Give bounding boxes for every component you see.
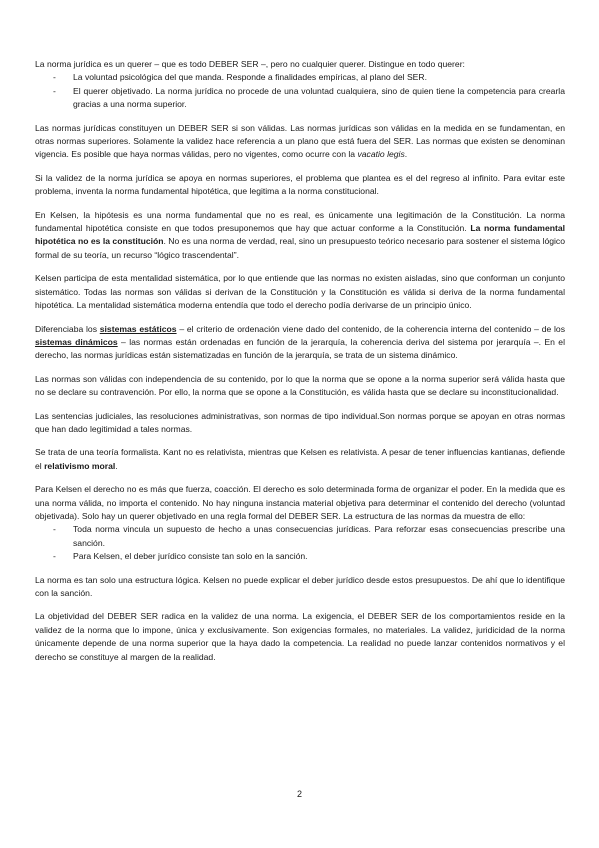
text-span: Se trata de una teoría formalista. Kant no es relativista, mientras que Kelsen es relativista. A pesar de tener influencias kantianas, defiende el [35, 447, 565, 471]
paragraph-12: La objetividad del DEBER SER radica en la validez de una norma. La exigencia, el DEBER SER de los comportamientos reside en la validez de la norma que lo impone, única y exclusivamente. Son exigencias formales, no materiales. La validez, juridicidad de la norma únicamente depende de una norma superior que la haya dado la competencia. La realidad no puede lanzar contenidos normativos y el derecho se constituye al margen de la realidad. [35, 611, 565, 662]
document-body [35, 58, 565, 674]
italic-term: vacatio legis [357, 149, 405, 160]
paragraph-6 [35, 323, 565, 363]
paragraph-5: Kelsen participa de esta mentalidad sistemática, por lo que entiende que las normas no existen aisladas, sino que conforman un conjunto sistemático. Todas las normas son válidas si derivan de la Constitución y la Constitución es válida si deriva de la norma fundamental hipotética. La mentalidad sistemática moderna entendía que todo el derecho podía derivarse de un principio único. [35, 273, 565, 311]
paragraph-8: Las sentencias judiciales, las resoluciones administrativas, son normas de tipo individual.Son normas porque se apoyan en otras normas que han dado legitimidad a tales normas. [35, 410, 565, 434]
term-sistemas-estaticos: sistemas estáticos [99, 323, 177, 334]
list-item: - Para Kelsen, el deber jurídico consiste tan solo en la sanción. [35, 550, 565, 563]
list-item: - El querer objetivado. La norma jurídica no procede de una voluntad cualquiera, sino de quien tiene la competencia para crearla gracias a una norma superior. [35, 85, 565, 112]
paragraph-1: La norma jurídica es un querer – que es todo DEBER SER –, pero no cualquier querer. Distingue en todo querer: [35, 59, 465, 69]
bullet-list-2 [35, 523, 565, 563]
paragraph-3: Si la validez de la norma jurídica se apoya en normas superiores, el problema que plantea es el del regreso al infinito. Para evitar este problema, inventa la norma fundamental hipotética, que legitima a la norma constitucional. [35, 172, 565, 197]
paragraph-4 [35, 209, 565, 263]
term-sistemas-dinamicos: sistemas dinámicos [35, 336, 118, 347]
list-item: - Toda norma vincula un supuesto de hecho a unas consecuencias jurídicas. Para reforzar esas consecuencias prescribe una sanción. [35, 523, 565, 550]
text-span: . [404, 149, 408, 160]
text-span: – las normas están ordenadas en función de la jerarquía, la coherencia deriva del sistema por jerarquía –. En el derecho, las normas jurídicas están sistematizadas en función de la jerarquía, se trata de un sistema dinámico. [35, 336, 565, 361]
page-number: 2 [296, 789, 302, 799]
bold-statement: La norma fundamental hipotética no es la constitución [35, 223, 565, 247]
paragraph-2 [35, 122, 565, 162]
paragraph-11: La norma es tan solo una estructura lógica. Kelsen no puede explicar el deber jurídico desde estos presupuestos. De ahí que lo identifique con la sanción. [35, 574, 565, 598]
text-span: En Kelsen, la hipótesis es una norma fundamental que no es real, es únicamente una legitimación de la Constitución. La norma fundamental hipotética consiste en que todos presuponemos que hay que actuar conforme a la Constitución. [35, 209, 565, 234]
paragraph-7: Las normas son válidas con independencia de su contenido, por lo que la norma que se opone a la norma superior será válida hasta que no se declare su contravención. Por ello, la norma que se opone a la Constitución, es válida hasta que se declare su inconstitucionalidad. [35, 373, 565, 398]
paragraph-9 [35, 446, 565, 473]
text-span: Diferenciaba los [35, 323, 100, 334]
list-item: - La voluntad psicológica del que manda. Responde a finalidades empíricas, al plano del SER. [35, 71, 565, 84]
text-span: . [115, 460, 118, 471]
bullet-list-1 [35, 71, 565, 111]
text-span: – el criterio de ordenación viene dado del contenido, de la coherencia interna del contenido – de los [176, 323, 566, 334]
bold-term: relativismo moral [44, 460, 116, 471]
text-span: Las normas jurídicas constituyen un DEBER SER si son válidas. Las normas jurídicas son válidas en la medida en se fundamentan, en otras normas superiores. Solamente la validez hace referencia a un plano que está fuera del SER. Las normas que existen se denominan vigencia. Es posible que haya normas válidas, pero no vigentes, como ocurre con la [35, 122, 565, 160]
text-span: . No es una norma de verdad, real, sino un presupuesto teórico necesario para sostener el sistema lógico formal de su teoría, un recurso “lógico trascendental”. [35, 236, 565, 260]
paragraph-10: Para Kelsen el derecho no es más que fuerza, coacción. El derecho es solo determinada forma de organizar el poder. En la medida que es una norma válida, no importa el contenido. No hay ninguna instancia material objetiva para determinar el contenido del derecho (voluntad objetivada). Solo hay un querer objetivado en una regla formal del DEBER SER. La estructura de las normas da muestra de ello: [35, 484, 565, 521]
